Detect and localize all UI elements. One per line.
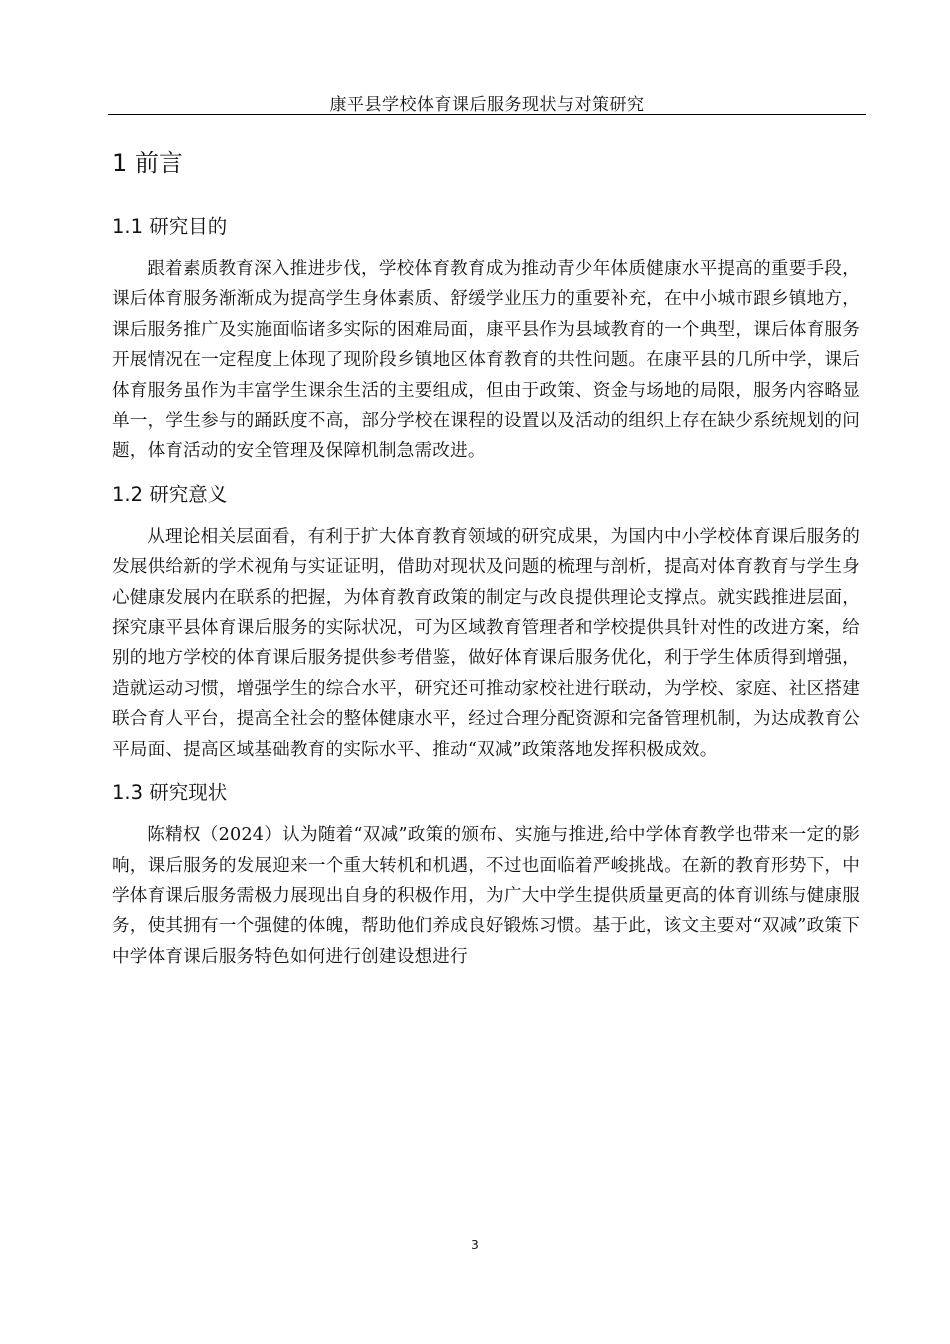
section-heading-1-3: 1.3 研究现状: [112, 781, 228, 805]
header-rule: [108, 114, 866, 115]
paragraph-research-significance: 从理论相关层面看，有利于扩大体育教育领域的研究成果，为国内中小学校体育课后服务的发展供给新的学术视角与实证证明，借助对现状及问题的梳理与剖析，提高对体育教育与学生身心健康发展内在联系的把握，为体育教育政策的制定与改良提供理论支撑点。就实践推进层面，探究康平县体育课后服务的实际状况，可为区域教育管理者和学校提供具针对性的改进方案，给别的地方学校的体育课后服务提供参考借鉴，做好体育课后服务优化，利于学生体质得到增强，造就运动习惯，增强学生的综合水平，研究还可推动家校社进行联动，为学校、家庭、社区搭建联合育人平台，提高全社会的整体健康水平，经过合理分配资源和完备管理机制，为达成教育公平局面、提高区域基础教育的实际水平、推动“双减”政策落地发挥积极成效。: [112, 526, 860, 760]
page-number: 3: [471, 1238, 479, 1252]
section-heading-1-1: 1.1 研究目的: [112, 215, 228, 238]
section-heading-1-2: 1.2 研究意义: [112, 482, 228, 506]
chapter-heading: 1 前言: [112, 149, 183, 177]
paragraph-research-status: 陈精权（2024）认为随着“双减”政策的颁布、实施与推进,给中学体育教学也带来一定的影响，课后服务的发展迎来一个重大转机和机遇，不过也面临着严峻挑战。在新的教育形势下，中学体育课后服务需极力展现出自身的积极作用，为广大中学生提供质量更高的体育训练与健康服务，使其拥有一个强健的体魄，帮助他们养成良好锻炼习惯。基于此，该文主要对“双减”政策下中学体育课后服务特色如何进行创建设想进行: [112, 825, 860, 967]
paragraph-research-purpose: 跟着素质教育深入推进步伐，学校体育教育成为推动青少年体质健康水平提高的重要手段，课后体育服务渐渐成为提高学生身体素质、舒缓学业压力的重要补充，在中小城市跟乡镇地方，课后服务推广及实施面临诸多实际的困难局面，康平县作为县域教育的一个典型，课后体育服务开展情况在一定程度上体现了现阶段乡镇地区体育教育的共性问题。在康平县的几所中学，课后体育服务虽作为丰富学生课余生活的主要组成，但由于政策、资金与场地的局限，服务内容略显单一，学生参与的踊跃度不高，部分学校在课程的设置以及活动的组织上存在缺少系统规划的问题，体育活动的安全管理及保障机制急需改进。: [112, 259, 860, 462]
page-content: [112, 143, 860, 983]
running-header: 康平县学校体育课后服务现状与对策研究: [329, 95, 645, 115]
